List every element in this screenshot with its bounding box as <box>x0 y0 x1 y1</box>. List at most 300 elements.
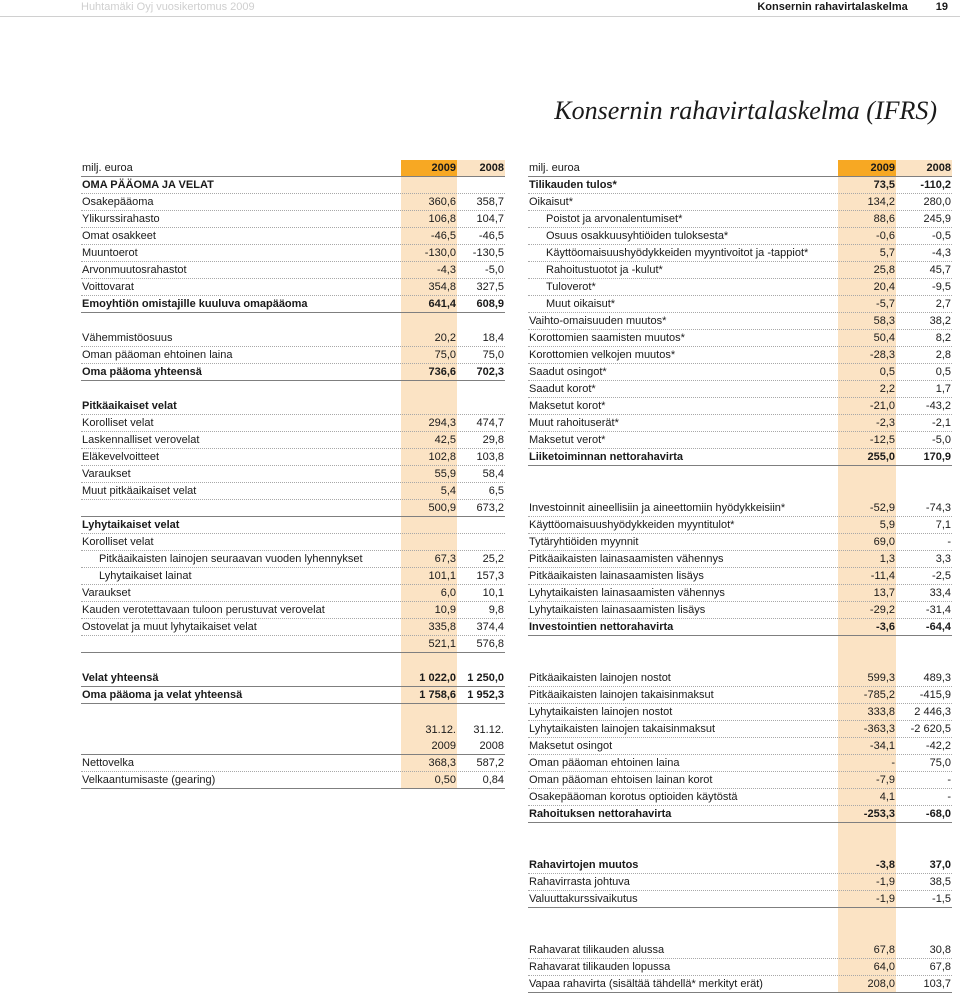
row-label: Lyhytaikaiset velat <box>82 519 180 531</box>
date-2008-day: 31.12. <box>473 724 504 736</box>
value-2009: 641,4 <box>401 296 457 313</box>
value-2009: -363,3 <box>838 721 896 738</box>
value-2008: -31,4 <box>925 604 951 616</box>
subtotal-row <box>81 500 505 517</box>
value-2009: 102,8 <box>401 449 457 466</box>
row-label: Kauden verotettavaan tuloon perustuvat verovelat <box>82 604 325 616</box>
row-label: milj. euroa <box>529 162 580 174</box>
row-label: Velat yhteensä <box>82 672 159 684</box>
value-2008: -64,4 <box>925 621 951 633</box>
value-2009: -3,8 <box>838 857 896 874</box>
value-2008: 9,8 <box>488 604 504 616</box>
value-2009: -2,3 <box>838 415 896 432</box>
value-2009: 134,2 <box>838 194 896 211</box>
value-2009: 42,5 <box>401 432 457 449</box>
value-2009: 101,1 <box>401 568 457 585</box>
table-row <box>528 296 952 313</box>
table-row <box>528 670 952 687</box>
row-label: Rahavirrasta johtuva <box>529 876 630 888</box>
row-label: Investoinnit aineellisiin ja aineettomiin hyödykkeisiin* <box>529 502 786 514</box>
section-heading <box>81 517 505 534</box>
row-label: Osakepääoman korotus optioiden käytöstä <box>529 791 738 803</box>
value-2008: 103,8 <box>476 451 504 463</box>
table-row <box>528 211 952 228</box>
value-2009: 208,0 <box>838 976 896 993</box>
value-2008: 103,7 <box>923 978 951 990</box>
value-2008: 67,8 <box>929 961 951 973</box>
value-2008 <box>457 534 505 551</box>
value-2009: 2009 <box>838 160 896 177</box>
value-2008: 245,9 <box>923 213 951 225</box>
table-row <box>528 313 952 330</box>
blank-row <box>528 636 952 670</box>
value-2008: 38,5 <box>929 876 951 888</box>
value-2009: -1,9 <box>838 891 896 908</box>
table-row <box>528 415 952 432</box>
table-row <box>528 704 952 721</box>
row-label: Velkaantumisaste (gearing) <box>82 774 216 786</box>
value-2009: 5,9 <box>838 517 896 534</box>
table-row <box>528 517 952 534</box>
value-2009: 335,8 <box>401 619 457 636</box>
blank-row <box>528 466 952 500</box>
value-2009: 4,1 <box>838 789 896 806</box>
subtotal-row <box>81 296 505 313</box>
value-2009: 73,5 <box>838 177 896 194</box>
blank-row <box>528 908 952 942</box>
date-header-row <box>81 721 505 755</box>
row-label: Lyhytaikaisten lainojen nostot <box>529 706 673 718</box>
row-label: Saadut osingot* <box>529 366 607 378</box>
row-label: Voittovarat <box>82 281 134 293</box>
section-header <box>757 0 948 14</box>
value-2009: 69,0 <box>838 534 896 551</box>
table-row <box>81 755 505 772</box>
table-row <box>528 891 952 908</box>
table-row <box>528 738 952 755</box>
value-2009 <box>401 313 457 330</box>
table-row <box>81 466 505 483</box>
table-row <box>528 942 952 959</box>
total-row <box>528 449 952 466</box>
table-row <box>528 245 952 262</box>
value-2009: -785,2 <box>838 687 896 704</box>
value-2008: -2,1 <box>932 417 951 429</box>
row-label: Poistot ja arvonalentumiset* <box>546 213 683 225</box>
total-row <box>81 364 505 381</box>
row-label: Korolliset velat <box>82 536 154 548</box>
value-2008: 702,3 <box>476 366 504 378</box>
row-separator <box>81 788 505 789</box>
value-2009 <box>838 636 896 670</box>
table-header <box>528 160 952 177</box>
row-label: Laskennalliset verovelat <box>82 434 200 446</box>
value-2009: -3,6 <box>838 619 896 636</box>
table-row <box>528 755 952 772</box>
date-2009-day: 31.12. <box>425 724 456 736</box>
row-label: Lyhytaikaisten lainasaamisten vähennys <box>529 587 725 599</box>
table-row <box>81 585 505 602</box>
value-2008: 58,4 <box>482 468 504 480</box>
value-2009: 354,8 <box>401 279 457 296</box>
value-2008: 587,2 <box>476 757 504 769</box>
value-2008: 489,3 <box>923 672 951 684</box>
value-2008: 2008 <box>457 160 505 177</box>
row-label: Oman pääoman ehtoinen laina <box>529 757 680 769</box>
value-2008: 474,7 <box>476 417 504 429</box>
value-2008: 7,1 <box>935 519 951 531</box>
value-2009: 368,3 <box>401 755 457 772</box>
value-2008: 0,84 <box>482 774 504 786</box>
table-row <box>528 194 952 211</box>
value-2008: -68,0 <box>925 808 951 820</box>
table-row <box>528 602 952 619</box>
value-2008: 2,7 <box>935 298 951 310</box>
table-row <box>81 619 505 636</box>
value-2009: -5,7 <box>838 296 896 313</box>
row-label: OMA PÄÄOMA JA VELAT <box>82 179 214 191</box>
row-label: Vaihto-omaisuuden muutos* <box>529 315 667 327</box>
value-2009: -46,5 <box>401 228 457 245</box>
value-2008: -110,2 <box>920 179 951 191</box>
value-2008: 38,2 <box>929 315 951 327</box>
total-row <box>81 687 505 704</box>
row-label: Rahoitustuotot ja -kulut* <box>546 264 663 276</box>
balance-sheet-table <box>81 160 505 789</box>
row-label: Omat osakkeet <box>82 230 156 242</box>
value-2008: 2 446,3 <box>914 706 951 718</box>
value-2008: -9,5 <box>932 281 951 293</box>
table-row <box>528 500 952 517</box>
cash-flow-table <box>528 160 952 993</box>
row-label: Tilikauden tulos* <box>529 179 617 191</box>
value-2009 <box>838 823 896 857</box>
row-label: Korolliset velat <box>82 417 154 429</box>
row-label: Muut oikaisut* <box>546 298 616 310</box>
row-label: Oman pääoman ehtoisen lainan korot <box>529 774 713 786</box>
blank-row <box>81 704 505 721</box>
table-row <box>81 279 505 296</box>
table-header <box>81 160 505 177</box>
value-2008 <box>457 517 505 534</box>
total-row <box>81 670 505 687</box>
total-row <box>528 806 952 823</box>
row-label: Rahoituksen nettorahavirta <box>529 808 672 820</box>
row-label: Eläkevelvoitteet <box>82 451 160 463</box>
value-2008: 1 250,0 <box>467 672 504 684</box>
date-2009-year: 2009 <box>431 740 456 752</box>
value-2009: 1 758,6 <box>401 687 457 704</box>
value-2009: 1 022,0 <box>401 670 457 687</box>
table-row <box>81 330 505 347</box>
value-2009: 67,8 <box>838 942 896 959</box>
value-2008: 170,9 <box>923 451 951 463</box>
row-label: Emoyhtiön omistajille kuuluva omapääoma <box>82 298 308 310</box>
table-row <box>528 534 952 551</box>
value-2009: 2009 <box>401 160 457 177</box>
row-label: Muuntoerot <box>82 247 138 259</box>
value-2008: -74,3 <box>925 502 951 514</box>
value-2009: -130,0 <box>401 245 457 262</box>
row-label: Ylikurssirahasto <box>82 213 160 225</box>
value-2008: 327,5 <box>476 281 504 293</box>
table-row <box>528 857 952 874</box>
value-2008: -0,5 <box>932 230 951 242</box>
value-2009: -4,3 <box>401 262 457 279</box>
value-2008: 37,0 <box>929 859 951 871</box>
row-label: Maksetut osingot <box>529 740 613 752</box>
value-2008: -1,5 <box>932 893 951 905</box>
row-label: Käyttöomaisuushyödykkeiden myyntitulot* <box>529 519 735 531</box>
row-label: Vapaa rahavirta (sisältää tähdellä* merkityt erät) <box>529 978 763 990</box>
value-2008: 1,7 <box>935 383 951 395</box>
value-2008: 75,0 <box>482 349 504 361</box>
row-label: Rahavarat tilikauden lopussa <box>529 961 671 973</box>
value-2008: -2 620,5 <box>910 723 951 735</box>
value-2008: 29,8 <box>482 434 504 446</box>
value-2009 <box>838 908 896 942</box>
row-label: Saadut korot* <box>529 383 596 395</box>
value-2009: 58,3 <box>838 313 896 330</box>
value-2009: 20,4 <box>838 279 896 296</box>
value-2008: 2,8 <box>935 349 951 361</box>
section-title: Konsernin rahavirtalaskelma <box>757 1 908 13</box>
table-row <box>528 789 952 806</box>
table-row <box>528 874 952 891</box>
value-2008: 30,8 <box>929 944 951 956</box>
value-2008: -43,2 <box>925 400 951 412</box>
value-2008: -42,2 <box>925 740 951 752</box>
table-row <box>528 721 952 738</box>
table-row <box>528 772 952 789</box>
table-row <box>81 245 505 262</box>
row-label: Vähemmistöosuus <box>82 332 173 344</box>
row-label: Oikaisut* <box>529 196 574 208</box>
value-2009: -28,3 <box>838 347 896 364</box>
value-2009: 75,0 <box>401 347 457 364</box>
row-label: Oman pääoman ehtoinen laina <box>82 349 233 361</box>
blank-row <box>528 823 952 857</box>
table-row <box>528 228 952 245</box>
value-2009: 255,0 <box>838 449 896 466</box>
value-2008: 280,0 <box>923 196 951 208</box>
value-2009: 5,4 <box>401 483 457 500</box>
row-label: Nettovelka <box>82 757 134 769</box>
row-label: Osuus osakkuusyhtiöiden tuloksesta* <box>546 230 729 242</box>
row-label: Pitkäaikaisten lainasaamisten vähennys <box>529 553 724 565</box>
row-label: Muut rahoituserät* <box>529 417 619 429</box>
value-2009: -11,4 <box>838 568 896 585</box>
row-label: Pitkäaikaisten lainasaamisten lisäys <box>529 570 704 582</box>
blank-row <box>81 381 505 398</box>
row-label: Korottomien saamisten muutos* <box>529 332 685 344</box>
value-2009: -34,1 <box>838 738 896 755</box>
value-2009: 5,7 <box>838 245 896 262</box>
value-2009 <box>401 534 457 551</box>
value-2009: 333,8 <box>838 704 896 721</box>
row-label: Rahavarat tilikauden alussa <box>529 944 665 956</box>
value-2009: 10,9 <box>401 602 457 619</box>
row-label: Muut pitkäaikaiset velat <box>82 485 197 497</box>
value-2009: 736,6 <box>401 364 457 381</box>
table-row <box>81 211 505 228</box>
header-rule <box>0 16 960 17</box>
table-row <box>528 279 952 296</box>
row-label: Arvonmuutosrahastot <box>82 264 187 276</box>
value-2008 <box>457 398 505 415</box>
value-2008: - <box>947 774 951 786</box>
table-row <box>528 347 952 364</box>
value-2009: - <box>838 755 896 772</box>
value-2009: 67,3 <box>401 551 457 568</box>
page-number: 19 <box>935 1 948 13</box>
table-row <box>528 551 952 568</box>
value-2009 <box>401 398 457 415</box>
value-2009: 55,9 <box>401 466 457 483</box>
value-2008: 10,1 <box>482 587 504 599</box>
value-2009: 521,1 <box>401 636 457 653</box>
value-2009: 20,2 <box>401 330 457 347</box>
table-row <box>81 568 505 585</box>
row-label: Pitkäaikaisten lainojen seuraavan vuoden lyhennykset <box>99 553 363 565</box>
table-row <box>81 262 505 279</box>
row-label: Tuloverot* <box>546 281 596 293</box>
row-label: Rahavirtojen muutos <box>529 859 639 871</box>
value-2009: -7,9 <box>838 772 896 789</box>
table-row <box>528 976 952 993</box>
value-2009: -0,6 <box>838 228 896 245</box>
blank-row <box>81 313 505 330</box>
value-2009: -21,0 <box>838 398 896 415</box>
value-2008: - <box>947 791 951 803</box>
value-2009 <box>838 466 896 500</box>
row-label: Pitkäaikaisten lainojen nostot <box>529 672 671 684</box>
value-2008: 25,2 <box>482 553 504 565</box>
value-2008: 576,8 <box>476 638 504 650</box>
value-2008: 157,3 <box>476 570 504 582</box>
date-2009 <box>401 721 457 755</box>
value-2009: 294,3 <box>401 415 457 432</box>
row-label: Liiketoiminnan nettorahavirta <box>529 451 684 463</box>
report-name: Huhtamäki Oyj vuosikertomus 2009 <box>81 1 255 13</box>
table-row <box>81 483 505 500</box>
value-2009: -1,9 <box>838 874 896 891</box>
value-2008: 104,7 <box>476 213 504 225</box>
value-2008: 2008 <box>896 160 952 177</box>
table-row <box>81 347 505 364</box>
table-row <box>528 687 952 704</box>
table-row <box>528 568 952 585</box>
subtotal-row <box>81 636 505 653</box>
value-2008: -5,0 <box>485 264 504 276</box>
value-2008: 33,4 <box>929 587 951 599</box>
value-2008: 374,4 <box>476 621 504 633</box>
value-2008: 1 952,3 <box>467 689 504 701</box>
value-2009: -29,2 <box>838 602 896 619</box>
value-2008: -130,5 <box>472 247 504 259</box>
value-2009: -253,3 <box>838 806 896 823</box>
value-2008: -46,5 <box>478 230 504 242</box>
table-row <box>528 262 952 279</box>
row-label: Varaukset <box>82 468 131 480</box>
total-row <box>528 619 952 636</box>
value-2009: 0,50 <box>401 772 457 789</box>
value-2008: 75,0 <box>929 757 951 769</box>
row-label: Ostovelat ja muut lyhytaikaiset velat <box>82 621 257 633</box>
section-heading <box>81 398 505 415</box>
value-2008: 6,5 <box>488 485 504 497</box>
table-row <box>528 585 952 602</box>
value-2009: 25,8 <box>838 262 896 279</box>
value-2009: 599,3 <box>838 670 896 687</box>
value-2009: -12,5 <box>838 432 896 449</box>
table-row <box>528 432 952 449</box>
value-2009 <box>401 381 457 398</box>
value-2009: 0,5 <box>838 364 896 381</box>
table-row <box>528 381 952 398</box>
value-2009: 64,0 <box>838 959 896 976</box>
row-label: Maksetut korot* <box>529 400 606 412</box>
value-2008: 608,9 <box>476 298 504 310</box>
table-row <box>528 177 952 194</box>
table-row <box>81 449 505 466</box>
value-2008: -2,5 <box>932 570 951 582</box>
value-2009 <box>401 517 457 534</box>
table-row <box>528 364 952 381</box>
table-row <box>81 228 505 245</box>
row-label: Oma pääoma ja velat yhteensä <box>82 689 243 701</box>
table-row <box>81 772 505 789</box>
value-2008: 358,7 <box>476 196 504 208</box>
value-2008: 45,7 <box>929 264 951 276</box>
value-2009: 106,8 <box>401 211 457 228</box>
value-2009: 2,2 <box>838 381 896 398</box>
row-label: Lyhytaikaisten lainasaamisten lisäys <box>529 604 706 616</box>
value-2008: -4,3 <box>932 247 951 259</box>
value-2009 <box>401 704 457 721</box>
row-label: Tytäryhtiöiden myynnit <box>529 536 639 548</box>
value-2009 <box>401 653 457 670</box>
row-label: Korottomien velkojen muutos* <box>529 349 676 361</box>
table-row <box>81 534 505 551</box>
blank-row <box>81 653 505 670</box>
value-2008: 3,3 <box>935 553 951 565</box>
value-2008: 673,2 <box>476 502 504 514</box>
table-row <box>81 432 505 449</box>
row-label: Valuuttakurssivaikutus <box>529 893 638 905</box>
table-row <box>81 602 505 619</box>
value-2009: 13,7 <box>838 585 896 602</box>
table-row <box>528 330 952 347</box>
row-label: Pitkäaikaiset velat <box>82 400 177 412</box>
value-2009 <box>401 177 457 194</box>
row-label: milj. euroa <box>82 162 133 174</box>
value-2008: -5,0 <box>932 434 951 446</box>
row-label: Osakepääoma <box>82 196 154 208</box>
table-row <box>81 551 505 568</box>
value-2008: 18,4 <box>482 332 504 344</box>
value-2009: 88,6 <box>838 211 896 228</box>
table-row <box>528 398 952 415</box>
value-2008: -415,9 <box>919 689 951 701</box>
value-2009: 1,3 <box>838 551 896 568</box>
table-row <box>81 415 505 432</box>
row-label: Varaukset <box>82 587 131 599</box>
date-2008-year: 2008 <box>479 740 504 752</box>
row-label: Lyhytaikaiset lainat <box>99 570 192 582</box>
table-row <box>528 959 952 976</box>
section-heading <box>81 177 505 194</box>
